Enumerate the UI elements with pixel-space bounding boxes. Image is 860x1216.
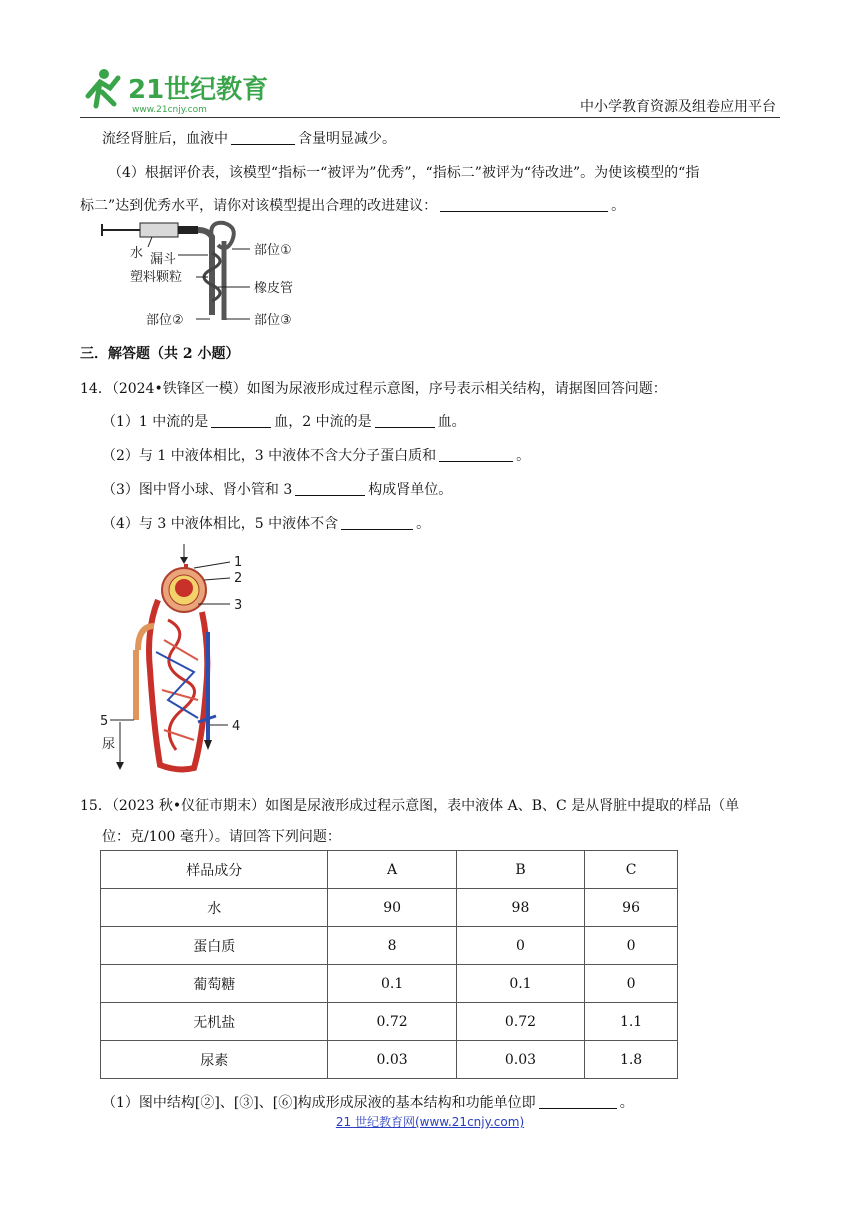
q15-stem-line1: 15．（2023 秋•仪征市期末）如图是尿液形成过程示意图，表中液体 A、B、C 是从肾脏中提取的样品（单 <box>80 798 740 814</box>
logo-text: 21世纪教育 <box>128 75 269 105</box>
header-divider <box>80 117 780 118</box>
svg-text:3: 3 <box>234 598 243 613</box>
svg-text:部位①: 部位① <box>254 243 292 258</box>
table-cell: 0 <box>585 965 678 1003</box>
table-cell: 0.03 <box>456 1041 584 1079</box>
table-cell: 无机盐 <box>101 1003 328 1041</box>
q15-stem-line2: 位：克/100 毫升）。请回答下列问题： <box>102 829 341 845</box>
table-row <box>101 889 678 927</box>
sample-table <box>100 850 678 1079</box>
table-row <box>101 1041 678 1079</box>
table-cell: 98 <box>456 889 584 927</box>
table-header-row <box>101 851 678 889</box>
table-row <box>101 1003 678 1041</box>
section-title: 三．解答题（共 2 小题） <box>80 346 240 362</box>
footer-link[interactable]: 21 世纪教育网(www.21cnjy.com) <box>335 1115 525 1129</box>
site-logo <box>80 66 269 116</box>
q13-p4-line1: （4）根据评价表，该模型“指标一“被评为”优秀”，“指标二”被评为“待改进”。为使该模型的“指 <box>108 165 700 181</box>
svg-text:2: 2 <box>234 571 243 586</box>
table-cell: 90 <box>328 889 456 927</box>
svg-text:部位③: 部位③ <box>254 313 292 328</box>
logo-url: www.21cnjy.com <box>132 105 207 115</box>
svg-text:橡皮管: 橡皮管 <box>254 281 294 296</box>
table-cell: 水 <box>101 889 328 927</box>
nephron-figure <box>98 540 258 780</box>
table-cell: 8 <box>328 927 456 965</box>
answer-blank[interactable] <box>295 481 365 496</box>
table-cell: 尿素 <box>101 1041 328 1079</box>
platform-name: 中小学教育资源及组卷应用平台 <box>580 99 776 115</box>
table-header-cell: A <box>328 851 456 889</box>
q14-sub4: （4）与 3 中液体相比，5 中液体不含 。 <box>102 516 431 532</box>
q14-stem: 14．（2024•铁锋区一模）如图为尿液形成过程示意图，序号表示相关结构，请据图回答问题： <box>80 381 667 397</box>
answer-blank[interactable] <box>211 413 271 428</box>
table-cell: 葡萄糖 <box>101 965 328 1003</box>
q14-sub3: （3）图中肾小球、肾小管和 3 构成肾单位。 <box>102 482 453 498</box>
q13-line1: 流经肾脏后，血液中 含量明显减少。 <box>102 131 396 147</box>
table-cell: 0 <box>456 927 584 965</box>
table-cell: 0.72 <box>456 1003 584 1041</box>
table-cell: 0.03 <box>328 1041 456 1079</box>
table-header-cell: C <box>585 851 678 889</box>
table-cell: 0.1 <box>328 965 456 1003</box>
q14-sub2: （2）与 1 中液体相比，3 中液体不含大分子蛋白质和 。 <box>102 448 531 464</box>
svg-text:5: 5 <box>100 714 109 729</box>
table-header-cell: B <box>456 851 584 889</box>
kidney-model-figure <box>100 215 310 333</box>
q13-p4-line2: 标二”达到优秀水平，请你对该模型提出合理的改进建议： 。 <box>80 198 626 214</box>
answer-blank[interactable] <box>439 447 513 462</box>
table-cell: 1.8 <box>585 1041 678 1079</box>
table-row <box>101 927 678 965</box>
svg-text:尿: 尿 <box>102 737 116 752</box>
svg-text:漏斗: 漏斗 <box>150 252 177 267</box>
table-cell: 1.1 <box>585 1003 678 1041</box>
table-header-cell: 样品成分 <box>101 851 328 889</box>
table-cell: 0 <box>585 927 678 965</box>
table-cell: 蛋白质 <box>101 927 328 965</box>
answer-blank[interactable] <box>341 515 413 530</box>
table-row <box>101 965 678 1003</box>
table-cell: 96 <box>585 889 678 927</box>
runner-icon <box>88 69 118 106</box>
q14-sub1: （1）1 中流的是 血，2 中流的是 血。 <box>102 414 466 430</box>
answer-blank[interactable] <box>375 413 435 428</box>
answer-blank[interactable] <box>539 1094 617 1109</box>
answer-blank[interactable] <box>440 197 608 212</box>
answer-blank[interactable] <box>231 130 295 145</box>
table-cell: 0.1 <box>456 965 584 1003</box>
svg-text:4: 4 <box>232 719 241 734</box>
svg-text:1: 1 <box>234 555 243 570</box>
q15-sub1: （1）图中结构[②]、[③]、[⑥]构成形成尿液的基本结构和功能单位即 。 <box>102 1095 634 1111</box>
svg-text:塑料颗粒: 塑料颗粒 <box>130 270 183 285</box>
table-cell: 0.72 <box>328 1003 456 1041</box>
svg-text:部位②: 部位② <box>146 313 184 328</box>
svg-text:水: 水 <box>130 246 144 261</box>
